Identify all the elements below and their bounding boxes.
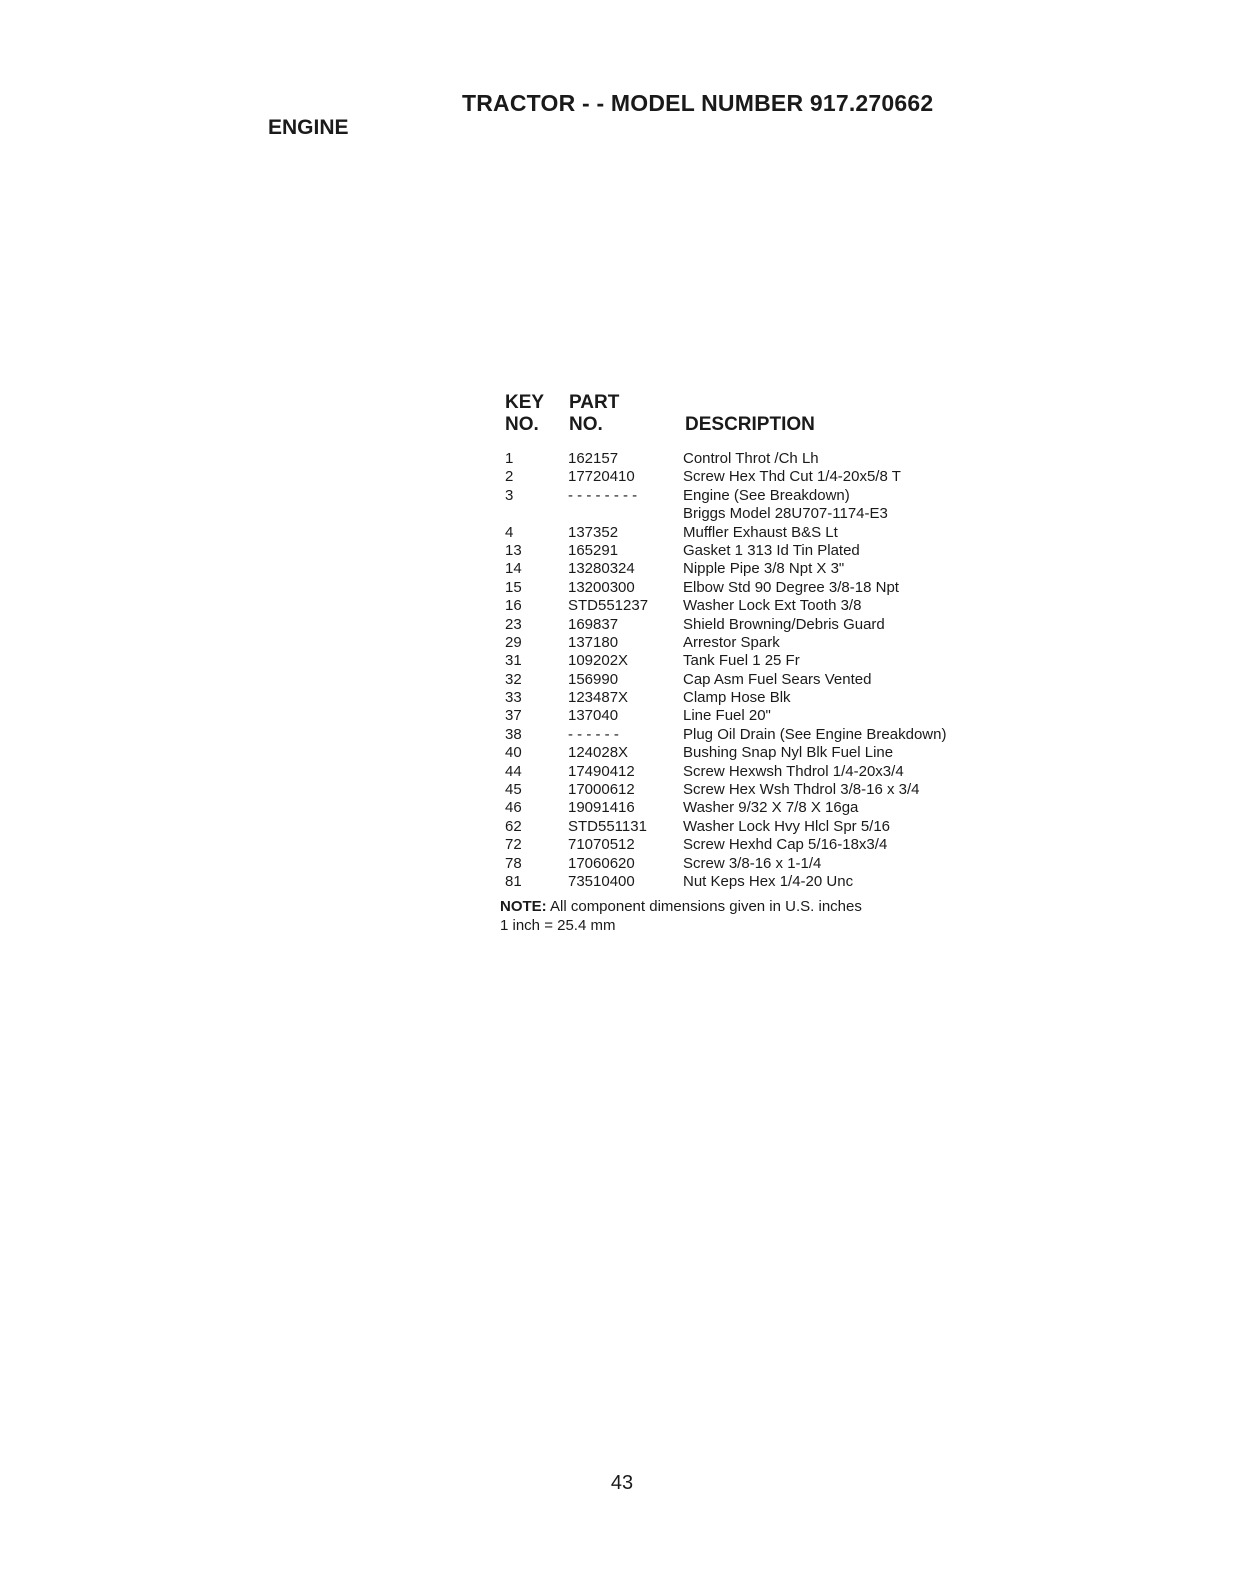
key-cell: 44 (505, 762, 522, 780)
key-cell: 40 (505, 744, 522, 762)
key-cell: 3 (505, 486, 514, 504)
key-cell: 31 (505, 652, 522, 670)
table-body (505, 450, 1025, 891)
key-cell: 37 (505, 707, 522, 725)
part-cell: 124028X (568, 744, 629, 762)
note-text: All component dimensions given in U.S. inches (546, 898, 862, 915)
note (500, 898, 862, 935)
description-cell: Engine (See Breakdown) (683, 486, 850, 504)
description-cell: Briggs Model 28U707-1174-E3 (683, 505, 888, 523)
table-row (505, 450, 1025, 468)
part-cell: 109202X (568, 652, 629, 670)
part-cell: 165291 (568, 541, 619, 559)
part-cell: STD551237 (568, 597, 649, 615)
note-label: NOTE: (500, 898, 547, 915)
key-cell: 38 (505, 725, 522, 743)
table-row (505, 524, 1025, 542)
part-cell: 169837 (568, 615, 619, 633)
page-number: 43 (610, 1472, 634, 1494)
description-cell: Elbow Std 90 Degree 3/8-18 Npt (683, 578, 899, 596)
part-cell: 162157 (568, 450, 619, 467)
note-line2: 1 inch = 25.4 mm (500, 916, 616, 934)
table-row (505, 505, 1025, 523)
description-cell: Screw 3/8-16 x 1-1/4 (683, 854, 822, 872)
part-cell: 137040 (568, 707, 619, 725)
part-cell: 19091416 (568, 799, 635, 817)
description-cell: Bushing Snap Nyl Blk Fuel Line (683, 744, 894, 762)
table-row (505, 763, 1025, 781)
description-cell: Washer Lock Ext Tooth 3/8 (683, 597, 862, 615)
header-key-no: NO. (505, 414, 539, 435)
part-cell: STD551131 (568, 817, 647, 835)
part-cell: 17060620 (568, 854, 635, 872)
table-row (505, 818, 1025, 836)
table-row (505, 579, 1025, 597)
part-cell: 17490412 (568, 762, 635, 780)
part-cell: 73510400 (568, 872, 635, 890)
part-cell: 13200300 (568, 578, 635, 596)
key-cell: 78 (505, 854, 522, 872)
table-row (505, 799, 1025, 817)
description-cell: Control Throt /Ch Lh (683, 450, 819, 467)
key-cell: 2 (505, 468, 514, 486)
table-row (505, 855, 1025, 873)
description-cell: Cap Asm Fuel Sears Vented (683, 670, 872, 688)
key-cell: 15 (505, 578, 522, 596)
header-part-no: NO. (569, 414, 603, 435)
key-cell: 32 (505, 670, 522, 688)
table-row (505, 616, 1025, 634)
description-cell: Arrestor Spark (683, 633, 780, 651)
note-line1 (500, 898, 862, 917)
part-cell: - - - - - - (568, 725, 619, 743)
key-cell: 14 (505, 560, 522, 578)
description-cell: Muffler Exhaust B&S Lt (683, 523, 838, 541)
table-row (505, 487, 1025, 505)
part-cell: 123487X (568, 689, 629, 707)
part-cell: - - - - - - - - (568, 486, 638, 504)
header-key: KEY (505, 392, 545, 413)
table-row (505, 726, 1025, 744)
table-row (505, 468, 1025, 486)
description-cell: Screw Hexwsh Thdrol 1/4-20x3/4 (683, 762, 904, 780)
key-cell: 72 (505, 836, 522, 854)
table-row (505, 781, 1025, 799)
part-cell: 137180 (568, 633, 619, 651)
description-cell: Screw Hexhd Cap 5/16-18x3/4 (683, 836, 888, 854)
key-cell: 81 (505, 872, 522, 890)
description-cell: Line Fuel 20" (683, 707, 771, 725)
key-cell: 33 (505, 689, 522, 707)
description-cell: Screw Hex Wsh Thdrol 3/8-16 x 3/4 (683, 781, 920, 799)
description-cell: Clamp Hose Blk (683, 689, 791, 707)
table-row (505, 744, 1025, 762)
table-row (505, 689, 1025, 707)
key-cell: 62 (505, 817, 522, 835)
section-heading: ENGINE (268, 116, 349, 139)
key-cell: 23 (505, 615, 522, 633)
description-cell: Screw Hex Thd Cut 1/4-20x5/8 T (683, 468, 901, 486)
header-part: PART (569, 392, 620, 413)
description-cell: Washer 9/32 X 7/8 X 16ga (683, 799, 859, 817)
table-row (505, 542, 1025, 560)
key-cell: 13 (505, 541, 522, 559)
table-row (505, 597, 1025, 615)
table-row (505, 652, 1025, 670)
part-cell: 71070512 (568, 836, 635, 854)
part-cell: 17720410 (568, 468, 635, 486)
key-cell: 4 (505, 523, 514, 541)
description-cell: Nipple Pipe 3/8 Npt X 3" (683, 560, 845, 578)
page-title: TRACTOR - - MODEL NUMBER 917.270662 (462, 90, 934, 116)
description-cell: Nut Keps Hex 1/4-20 Unc (683, 872, 854, 890)
description-cell: Tank Fuel 1 25 Fr (683, 652, 800, 670)
key-cell: 46 (505, 799, 522, 817)
key-cell: 29 (505, 633, 522, 651)
description-cell: Shield Browning/Debris Guard (683, 615, 885, 633)
key-cell: 45 (505, 781, 522, 799)
part-cell: 17000612 (568, 781, 635, 799)
header-description: DESCRIPTION (685, 414, 815, 435)
part-cell: 137352 (568, 523, 619, 541)
description-cell: Washer Lock Hvy Hlcl Spr 5/16 (683, 817, 891, 835)
table-row (505, 560, 1025, 578)
key-cell: 1 (505, 450, 514, 467)
table-row (505, 707, 1025, 725)
description-cell: Plug Oil Drain (See Engine Breakdown) (683, 725, 947, 743)
key-cell: 16 (505, 597, 522, 615)
table-row (505, 671, 1025, 689)
table-row (505, 836, 1025, 854)
description-cell: Gasket 1 313 Id Tin Plated (683, 541, 860, 559)
table-row (505, 634, 1025, 652)
table-row (505, 873, 1025, 891)
part-cell: 13280324 (568, 560, 635, 578)
parts-table (505, 392, 1025, 891)
part-cell: 156990 (568, 670, 619, 688)
table-header (505, 392, 1025, 448)
